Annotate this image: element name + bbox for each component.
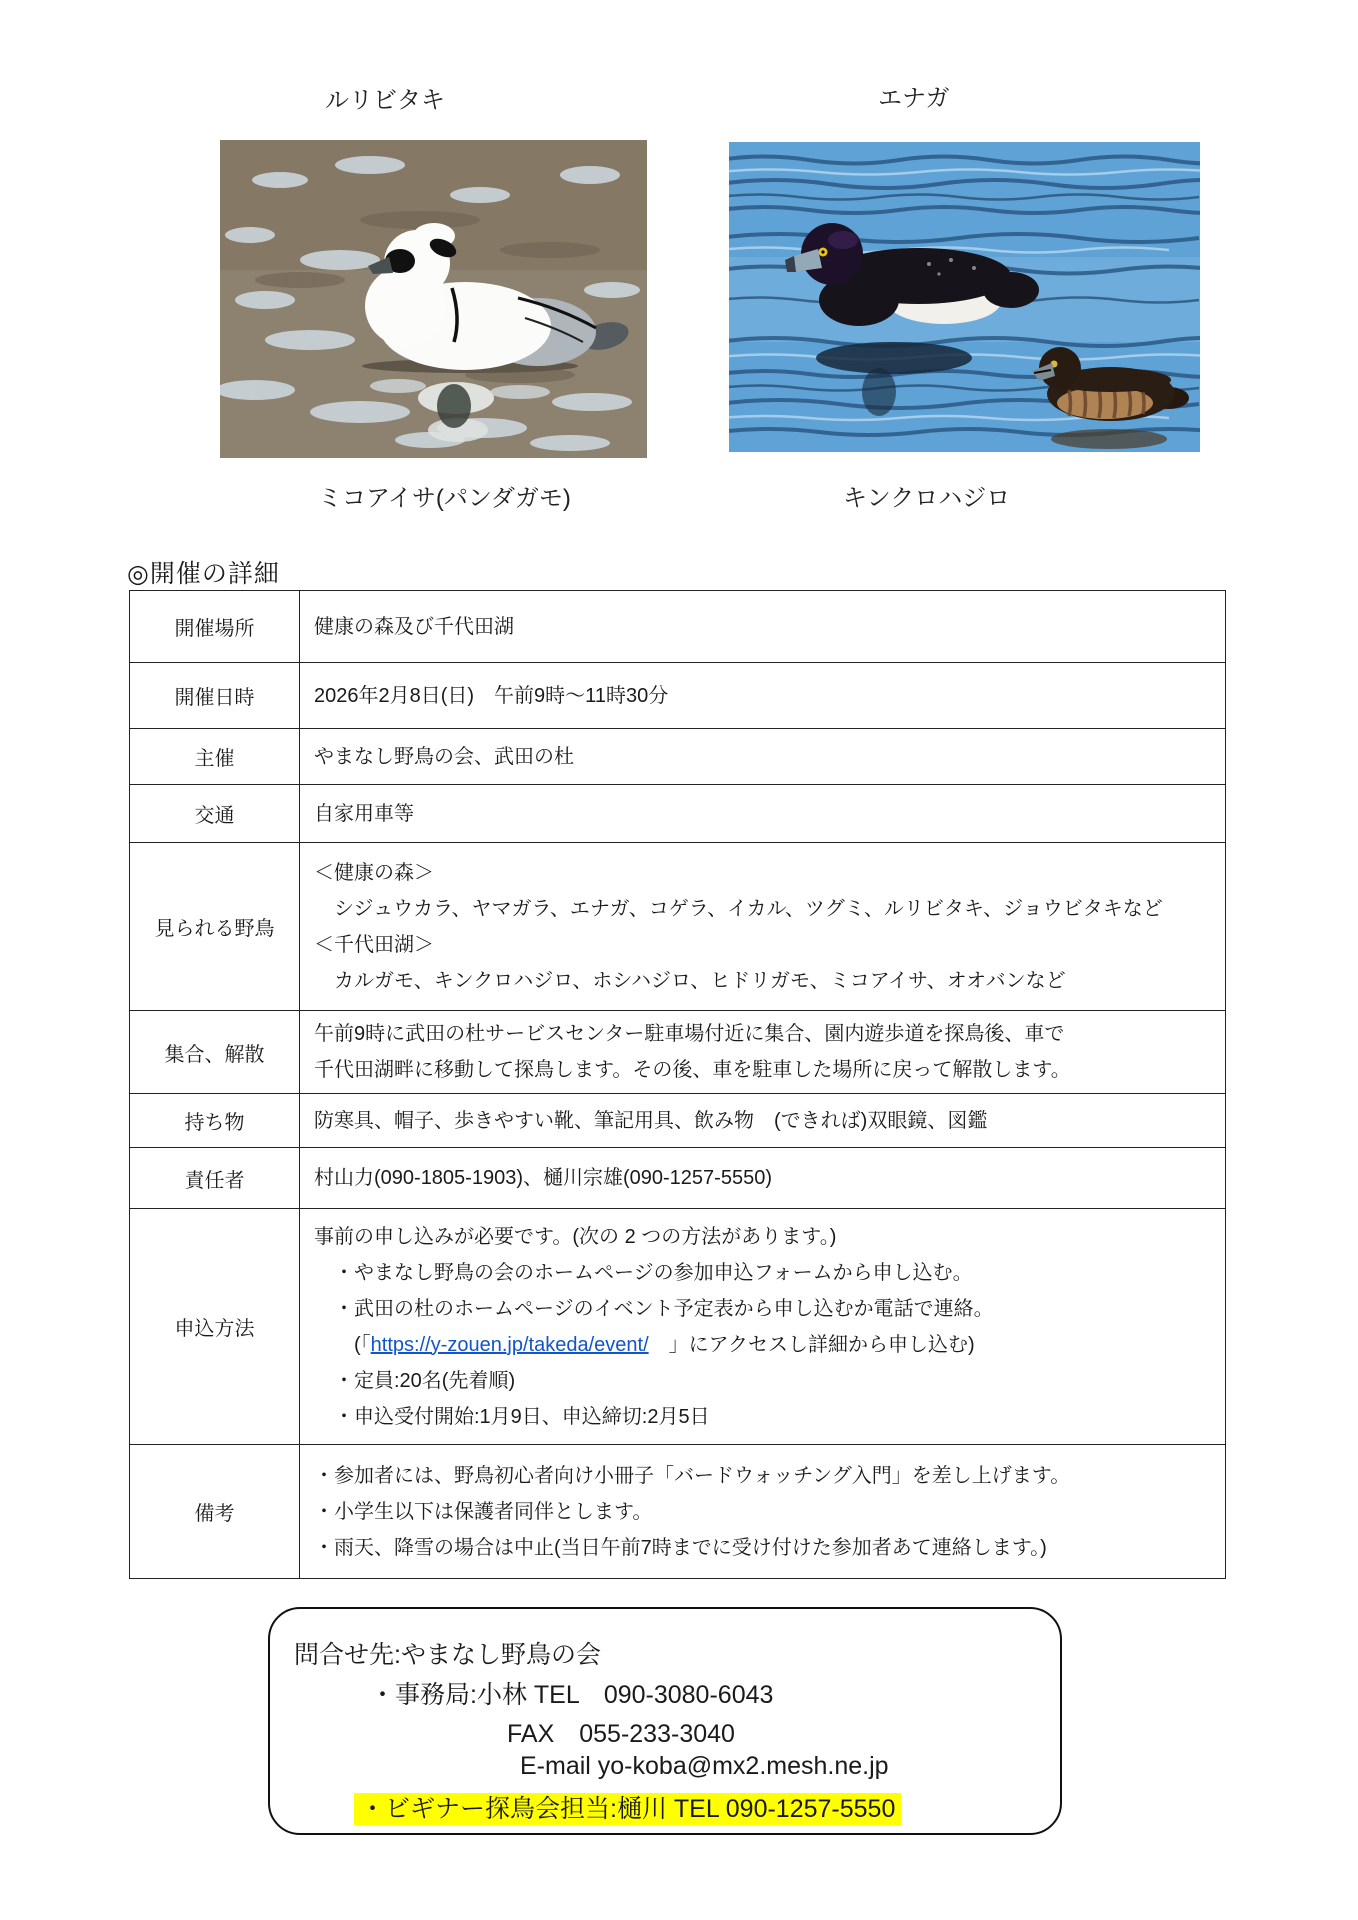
smew-photo [220,140,647,458]
table-row [130,1011,1226,1094]
venue-value: 健康の森及び千代田湖 [314,615,514,638]
contact-line-fax: FAX 055-233-3040 [507,1720,735,1748]
application-line: ・武田の杜のホームページのイベント予定表から申し込むか電話で連絡。 [314,1297,994,1320]
photo-caption-right: キンクロハジロ [843,485,1011,512]
application-line: 事前の申し込みが必要です。(次の 2 つの方法があります。) [314,1225,837,1248]
notes-line: ・小学生以下は保護者同伴とします。 [314,1500,653,1523]
notes-line: ・参加者には、野鳥初心者向け小冊子「バードウォッチング入門」を差し上げます。 [314,1464,1071,1487]
table-row [130,843,1226,1011]
event-details-table [129,590,1226,1579]
table-row [130,1209,1226,1445]
application-link-line [314,1327,1215,1363]
notes-value [300,1445,1226,1579]
table-row [130,785,1226,843]
highlighted-text: ・ビギナー探鳥会担当:樋川 TEL 090-1257-5550 [354,1793,901,1825]
birds-line: シジュウカラ、ヤマガラ、エナガ、コゲラ、イカル、ツグミ、ルリビタキ、ジョウビタキなど [314,897,1163,920]
notes-line: ・雨天、降雪の場合は中止(当日午前7時までに受け付けた参加者あて連絡します。) [314,1536,1047,1559]
row-label-meeting: 集合、解散 [130,1011,300,1094]
link-prefix: (「 [314,1333,371,1356]
table-row [130,663,1226,729]
birds-line: カルガモ、キンクロハジロ、ホシハジロ、ヒドリガモ、ミコアイサ、オオバンなど [314,969,1066,992]
meeting-line: 午前9時に武田の杜サービスセンター駐車場付近に集合、園内遊歩道を探鳥後、車で [314,1023,1065,1045]
section-heading: ◎開催の詳細 [127,560,280,588]
birds-line: ＜千代田湖＞ [314,933,434,956]
contact-line-org: 問合せ先:やまなし野鳥の会 [294,1641,601,1669]
row-label-organizer: 主催 [130,729,300,785]
contact-box [268,1607,1062,1835]
event-page-link[interactable]: https://y-zouen.jp/takeda/event/ [370,1333,649,1356]
smew-photo-illustration [220,140,647,458]
row-label-leader: 責任者 [130,1148,300,1209]
birds-line: ＜健康の森＞ [314,861,434,884]
table-row [130,1148,1226,1209]
application-line: ・申込受付開始:1月9日、申込締切:2月5日 [314,1405,710,1428]
row-label-belongings: 持ち物 [130,1094,300,1148]
tufted-duck-photo-illustration [729,142,1200,452]
leader-value: 村山力(090-1805-1903)、樋川宗雄(090-1257-5550) [314,1167,772,1189]
tufted-duck-photo [729,142,1200,452]
table-row [130,729,1226,785]
photo-caption-left: ミコアイサ(パンダガモ) [318,485,571,512]
photo-top-label-left: ルリビタキ [325,87,445,114]
table-row [130,591,1226,663]
application-line: ・やまなし野鳥の会のホームページの参加申込フォームから申し込む。 [314,1261,973,1284]
table-row [130,1094,1226,1148]
organizer-value: やまなし野鳥の会、武田の杜 [314,745,574,768]
contact-line-office-tel: ・事務局:小林 TEL 090-3080-6043 [370,1681,774,1709]
row-label-birds: 見られる野鳥 [130,843,300,1011]
contact-line-beginner-highlight [354,1789,901,1825]
belongings-value: 防寒具、帽子、歩きやすい靴、筆記用具、飲み物 (できれば)双眼鏡、図鑑 [314,1109,988,1132]
row-label-datetime: 開催日時 [130,663,300,729]
application-value [300,1209,1226,1445]
meeting-value [300,1011,1226,1094]
application-line: ・定員:20名(先着順) [314,1369,516,1392]
row-label-notes: 備考 [130,1445,300,1579]
row-label-application: 申込方法 [130,1209,300,1445]
datetime-value: 2026年2月8日(日) 午前9時〜11時30分 [314,684,669,707]
meeting-line: 千代田湖畔に移動して探鳥します。その後、車を駐車した場所に戻って解散します。 [314,1059,1071,1081]
row-label-transport: 交通 [130,785,300,843]
birds-value [300,843,1226,1011]
transport-value: 自家用車等 [314,802,414,825]
table-row [130,1445,1226,1579]
contact-line-email: E-mail yo-koba@mx2.mesh.ne.jp [520,1752,889,1780]
photo-top-label-right: エナガ [878,85,950,112]
row-label-venue: 開催場所 [130,591,300,663]
link-suffix: 」にアクセスし詳細から申し込む) [648,1333,975,1356]
